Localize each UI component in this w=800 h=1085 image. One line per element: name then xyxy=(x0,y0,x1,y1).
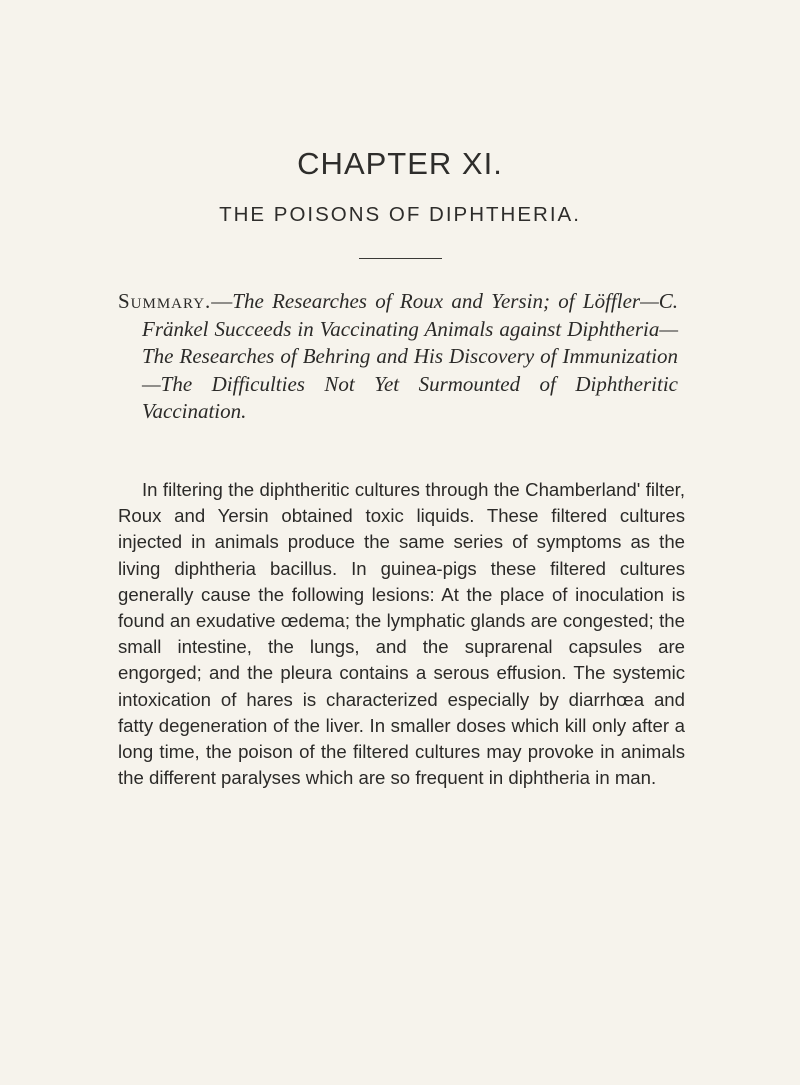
chapter-subtitle: THE POISONS OF DIPHTHERIA. xyxy=(219,203,581,226)
summary-block xyxy=(118,288,678,426)
summary-separator: — xyxy=(211,289,233,313)
summary-label: Summary. xyxy=(118,289,212,313)
chapter-title: CHAPTER XI. xyxy=(297,146,503,181)
title-divider xyxy=(359,258,442,259)
chapter-summary xyxy=(94,288,678,426)
summary-topics: The Researches of Roux and Yersin; of Löffler—C. Fränkel Succeeds in Vaccinating Animals against Diphtheria—The Researches of Behring and His Discovery of Immunization—The Difficulties Not Yet Surmounted of Diphtheritic Vaccination. xyxy=(142,289,678,423)
body-paragraph: In filtering the diphtheritic cultures through the Chamberland' filter, Roux and Yersin obtained toxic liquids. These filtered cultures injected in animals produce the same series of symptoms as the living diphtheria bacillus. In guinea-pigs these filtered cultures generally cause the following lesions: At the place of inoculation is found an exudative œdema; the lymphatic glands are congested; the small intestine, the lungs, and the suprarenal capsules are engorged; and the pleura contains a serous effusion. The systemic intoxication of hares is characterized especially by diarrhœa and fatty degeneration of the liver. In smaller doses which kill only after a long time, the poison of the filtered cultures may provoke in animals the different paralyses which are so frequent in diphtheria in man. xyxy=(118,479,685,789)
